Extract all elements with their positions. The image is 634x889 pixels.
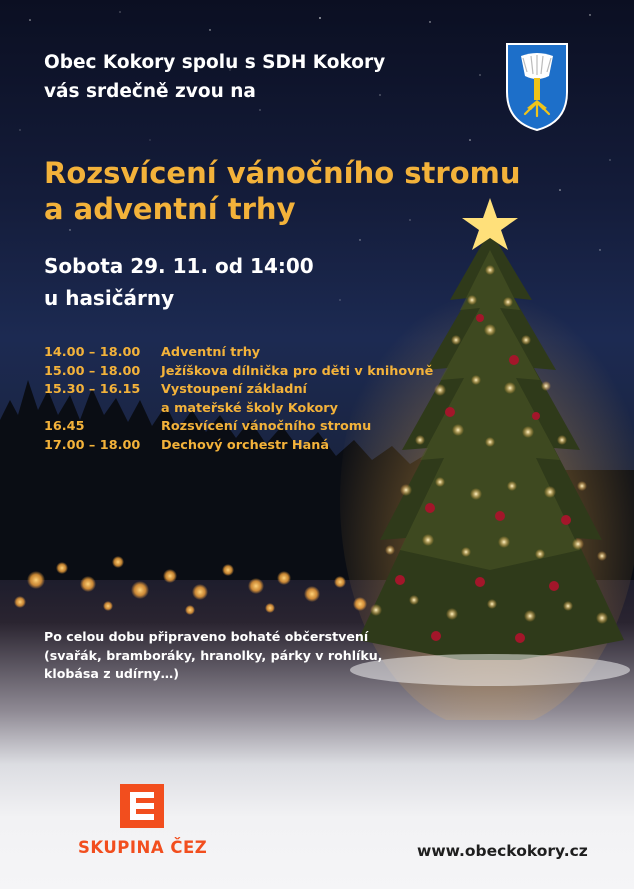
refreshments-line-1: Po celou dobu připraveno bohaté občerstvení <box>44 629 369 644</box>
cez-logo-icon <box>120 784 164 828</box>
program-activity: Ježíškova dílnička pro děti v knihovně <box>161 363 434 379</box>
website-url: www.obeckokory.cz <box>417 842 588 860</box>
sponsor-name: SKUPINA ČEZ <box>78 838 208 857</box>
program-activity: Adventní trhy <box>161 345 261 360</box>
program-time: 17.00 – 18.00 <box>44 437 141 453</box>
program-activity: Vystoupení základní <box>161 382 307 398</box>
title-line-2: a adventní trhy <box>44 192 296 226</box>
program-time: 15.00 – 18.00 <box>44 363 141 379</box>
intro-line-1: Obec Kokory spolu s SDH Kokory <box>44 52 386 73</box>
program-activity: Rozsvícení vánočního stromu <box>161 419 372 435</box>
title-line-1: Rozsvícení vánočního stromu <box>44 156 521 190</box>
event-title <box>44 155 520 227</box>
intro-block <box>44 48 385 106</box>
event-place: u hasičárny <box>44 286 175 310</box>
program-time: 16.45 <box>44 419 85 435</box>
event-date: Sobota 29. 11. od 14:00 <box>44 254 314 278</box>
village-coat-of-arms-icon <box>505 42 569 132</box>
program-activity: a mateřské školy Kokory <box>161 400 338 416</box>
program-time: 14.00 – 18.00 <box>44 345 141 360</box>
event-when <box>44 250 314 314</box>
program-time: 15.30 – 16.15 <box>44 382 141 398</box>
program-activity: Dechový orchestr Haná <box>161 437 329 453</box>
refreshments-note <box>44 628 382 684</box>
refreshments-line-2: (svařák, bramboráky, hranolky, párky v rohlíku, <box>44 647 383 663</box>
intro-line-2: vás srdečně zvou na <box>44 81 256 102</box>
christmas-tree-illustration <box>340 190 634 720</box>
refreshments-line-3: klobása z udírny…) <box>44 666 179 681</box>
